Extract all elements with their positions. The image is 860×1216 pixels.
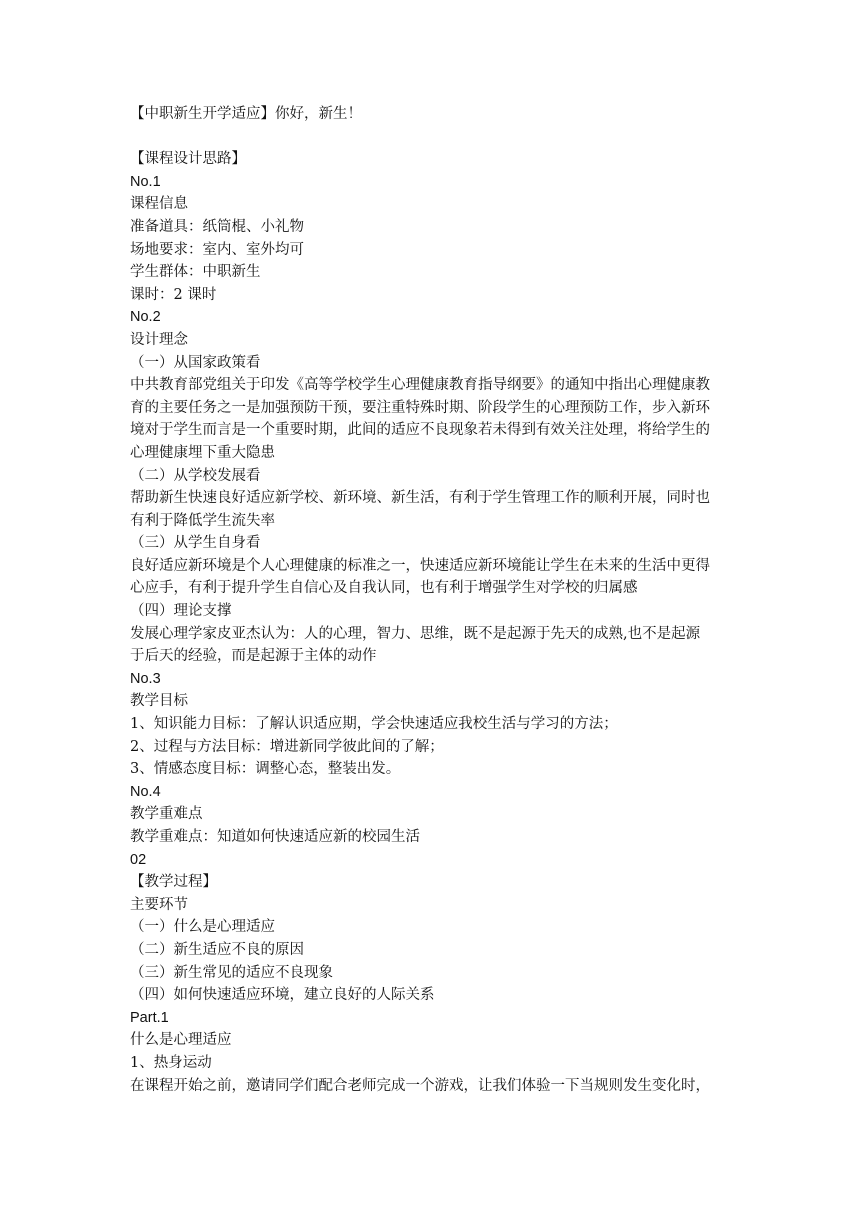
paragraph-line: 中共教育部党组关于印发《高等学校学生心理健康教育指导纲要》的通知中指出心理健康教 <box>130 377 710 394</box>
section-number-1: No.1 <box>130 173 161 190</box>
section-number-4: No.4 <box>130 783 161 800</box>
list-heading: （四）理论支撑 <box>130 603 232 620</box>
paragraph-line: 发展心理学家皮亚杰认为：人的心理，智力、思维，既不是起源于先天的成熟,也不是起源 <box>130 625 701 642</box>
subheading-key-points: 教学重难点 <box>130 806 203 823</box>
list-item: 1、热身运动 <box>130 1054 212 1071</box>
list-item: （一）什么是心理适应 <box>130 919 275 936</box>
text-line: 课时：2 课时 <box>130 286 217 303</box>
list-item: 3、情感态度目标：调整心态，整装出发。 <box>130 761 401 778</box>
blank-line <box>130 126 735 149</box>
list-item: （四）如何快速适应环境，建立良好的人际关系 <box>130 987 435 1004</box>
section-heading-process: 【教学过程】 <box>130 874 217 891</box>
text-line: 学生群体：中职新生 <box>130 264 261 281</box>
list-heading: （二）从学校发展看 <box>130 467 261 484</box>
paragraph-line: 有利于降低学生流失率 <box>130 512 275 529</box>
list-heading: （三）从学生自身看 <box>130 535 261 552</box>
part-label: Part.1 <box>130 1009 169 1026</box>
paragraph-line: 于后天的经验，而是起源于主体的动作 <box>130 648 377 665</box>
document-title: 【中职新生开学适应】你好，新生！ <box>130 106 362 122</box>
paragraph-line: 帮助新生快速良好适应新学校、新环境、新生活，有利于学生管理工作的顺利开展，同时也 <box>130 490 710 507</box>
list-item: 1、知识能力目标：了解认识适应期，学会快速适应我校生活与学习的方法； <box>130 716 618 733</box>
subheading-what-is-adaptation: 什么是心理适应 <box>130 1032 232 1049</box>
list-heading: （一）从国家政策看 <box>130 354 261 371</box>
document-body <box>130 103 735 1097</box>
list-item: （三）新生常见的适应不良现象 <box>130 964 333 981</box>
paragraph-line: 在课程开始之前，邀请同学们配合老师完成一个游戏，让我们体验一下当规则发生变化时， <box>130 1077 710 1094</box>
text-line: 准备道具：纸筒棍、小礼物 <box>130 218 304 235</box>
paragraph-line: 心理健康埋下重大隐患 <box>130 444 275 461</box>
part-number: 02 <box>130 851 147 868</box>
subheading-main-steps: 主要环节 <box>130 896 188 913</box>
paragraph-line: 育的主要任务之一是加强预防干预，要注重特殊时期、阶段学生的心理预防工作，步入新环 <box>130 399 710 416</box>
paragraph-line: 心应手，有利于提升学生自信心及自我认同，也有利于增强学生对学校的归属感 <box>130 580 638 597</box>
paragraph-line: 良好适应新环境是个人心理健康的标准之一，快速适应新环境能让学生在未来的生活中更得 <box>130 557 710 574</box>
list-item: （二）新生适应不良的原因 <box>130 941 304 958</box>
text-line: 教学重难点：知道如何快速适应新的校园生活 <box>130 829 420 845</box>
list-item: 2、过程与方法目标：增进新同学彼此间的了解； <box>130 738 444 755</box>
section-number-3: No.3 <box>130 670 161 687</box>
section-number-2: No.2 <box>130 309 161 326</box>
text-line: 场地要求：室内、室外均可 <box>130 241 304 258</box>
subheading-teaching-goals: 教学目标 <box>130 693 188 710</box>
paragraph-line: 境对于学生而言是一个重要时期，此间的适应不良现象若未得到有效关注处理，将给学生的 <box>130 422 710 439</box>
subheading-course-info: 课程信息 <box>130 196 188 213</box>
section-heading-design: 【课程设计思路】 <box>130 151 246 168</box>
subheading-design-concept: 设计理念 <box>130 331 188 348</box>
